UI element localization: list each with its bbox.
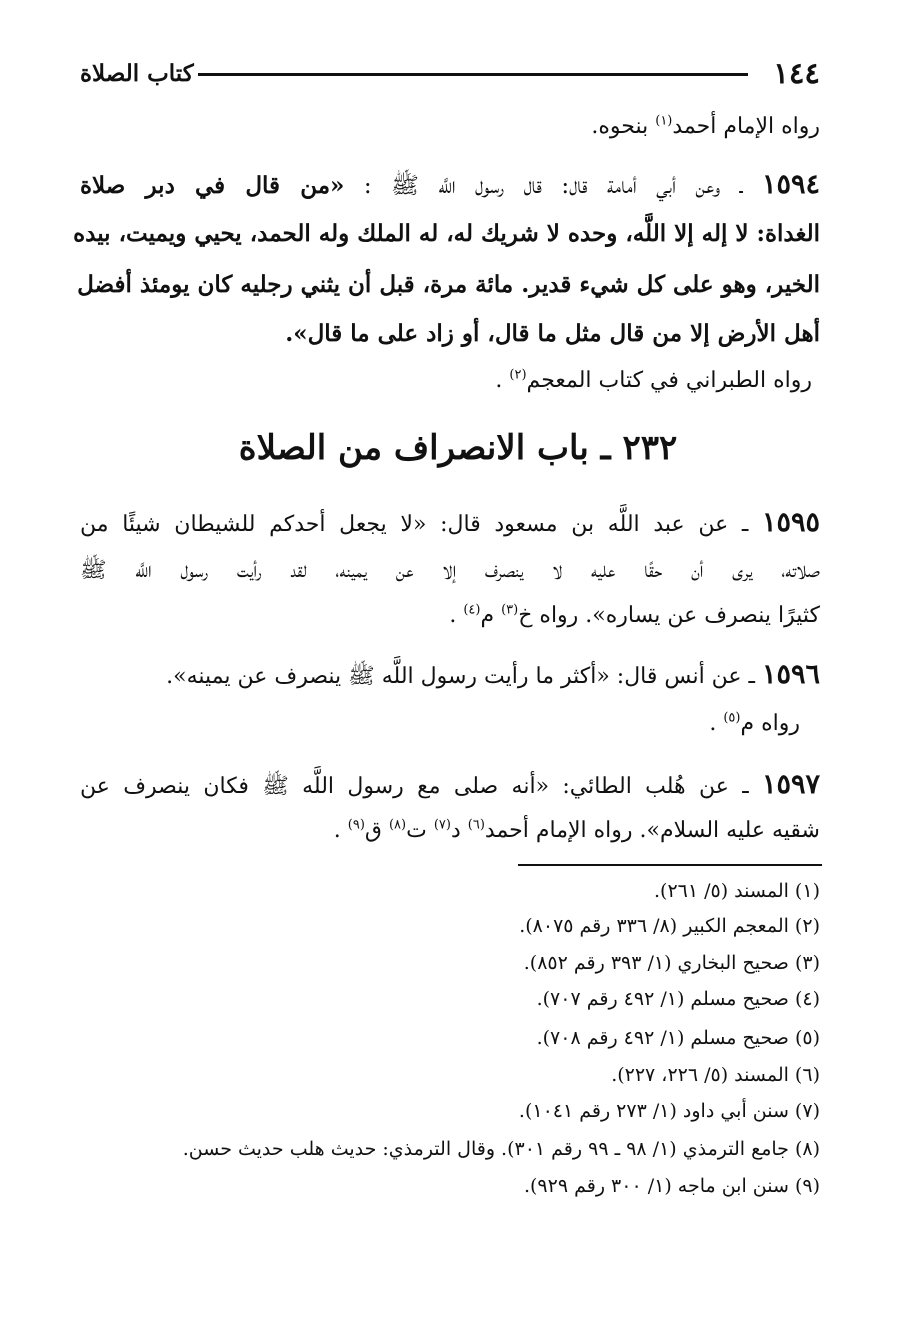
hadith-text: ق	[364, 818, 389, 843]
hadith-text: .	[333, 818, 348, 843]
narration-text: رواه الإمام أحمد	[672, 114, 820, 139]
narration-text: بنحوه.	[591, 114, 656, 139]
narration-text: .	[495, 368, 510, 393]
narration-text: رواه م	[740, 711, 800, 736]
hadith-1594-line-4: أهل الأرض إلا من قال مثل ما قال، أو زاد على ما قال».	[285, 320, 820, 347]
hadith-1597-line-1	[80, 771, 820, 798]
running-title: كتاب الصلاة	[80, 60, 194, 87]
hadith-text: ـ وعن أبي أمامة قال: قال رسول اللَّه ﷺ :	[344, 173, 762, 199]
hadith-quote: «من قال في دبر صلاة	[80, 172, 345, 199]
hadith-number: ١٥٩٥	[761, 507, 820, 538]
hadith-1595-line-1	[80, 509, 820, 536]
page-number: ١٤٤	[773, 56, 820, 90]
hadith-text: ـ عن عبد اللَّه بن مسعود قال: «لا يجعل أحدكم للشيطان شيئًا من	[80, 512, 762, 537]
footnote-ref: (٣)	[501, 602, 519, 618]
hadith-1595-line-2: صلاته، يرى أن حقًا عليه لا ينصرف إلا عن يمينه، لقد رأيت رسول اللَّه ﷺ	[80, 558, 820, 583]
hadith-text: شقيه عليه السلام». رواه الإمام أحمد	[484, 818, 820, 843]
footnote-6: (٦) المسند (٥/ ٢٢٦، ٢٢٧).	[611, 1064, 820, 1086]
footnote-ref: (٩)	[347, 817, 365, 833]
footnote-ref: (١)	[655, 113, 673, 129]
footnote-3: (٣) صحيح البخاري (١/ ٣٩٣ رقم ٨٥٢).	[523, 952, 820, 974]
footnote-ref: (٦)	[467, 817, 485, 833]
header-rule	[198, 73, 748, 76]
hadith-1597-line-2	[333, 817, 820, 843]
hadith-1594-source	[495, 367, 812, 393]
footnote-ref: (٥)	[723, 710, 741, 726]
footnote-7: (٧) سنن أبي داود (١/ ٢٧٣ رقم ١٠٤١).	[518, 1100, 820, 1122]
footnote-ref: (٨)	[388, 817, 407, 833]
hadith-1594-line-2: الغداة: لا إله إلا اللَّه، وحده لا شريك له، له الملك وله الحمد، يحيي ويميت، بيده	[73, 220, 820, 247]
footnote-ref: (٤)	[463, 602, 481, 618]
footnote-9: (٩) سنن ابن ماجه (١/ ٣٠٠ رقم ٩٢٩).	[523, 1175, 820, 1197]
hadith-1596-line-1	[166, 661, 820, 688]
footnote-1: (١) المسند (٥/ ٢٦١).	[653, 880, 820, 902]
footnote-8: (٨) جامع الترمذي (١/ ٩٨ ـ ٩٩ رقم ٣٠١). وقال الترمذي: حديث هلب حديث حسن.	[182, 1138, 820, 1160]
hadith-text: د	[450, 818, 468, 843]
hadith-text: كثيرًا ينصرف عن يساره». رواه خ	[518, 603, 820, 628]
narration-line	[591, 113, 820, 139]
footnote-ref: (٢)	[509, 367, 527, 383]
hadith-1594-line-1	[80, 171, 820, 198]
section-title: ٢٣٢ ـ باب الانصراف من الصلاة	[238, 428, 678, 468]
hadith-1595-line-3	[449, 602, 820, 628]
narration-text: .	[709, 711, 724, 736]
hadith-text: ت	[406, 818, 434, 843]
hadith-text: م	[480, 603, 502, 628]
page-header	[80, 56, 820, 96]
hadith-1596-source	[709, 710, 800, 736]
footnote-4: (٤) صحيح مسلم (١/ ٤٩٢ رقم ٧٠٧).	[536, 988, 820, 1010]
hadith-number: ١٥٩٦	[761, 659, 820, 690]
footnote-5: (٥) صحيح مسلم (١/ ٤٩٢ رقم ٧٠٨).	[536, 1027, 820, 1049]
footnote-separator	[518, 864, 822, 866]
hadith-number: ١٥٩٧	[762, 769, 821, 800]
hadith-text: ـ عن أنس قال: «أكثر ما رأيت رسول اللَّه ﷺ ينصرف عن يمينه».	[166, 664, 762, 689]
hadith-text: ـ عن هُلب الطائي: «أنه صلى مع رسول اللَّه ﷺ فكان ينصرف عن	[80, 774, 762, 799]
footnote-ref: (٧)	[433, 817, 451, 833]
hadith-1594-line-3: الخير، وهو على كل شيء قدير. مائة مرة، قبل أن يثني رجليه كان يومئذ أفضل	[77, 271, 820, 298]
footnote-2: (٢) المعجم الكبير (٨/ ٣٣٦ رقم ٨٠٧٥).	[519, 915, 820, 937]
hadith-text: .	[449, 603, 464, 628]
hadith-number: ١٥٩٤	[762, 169, 821, 200]
narration-text: رواه الطبراني في كتاب المعجم	[526, 368, 812, 393]
